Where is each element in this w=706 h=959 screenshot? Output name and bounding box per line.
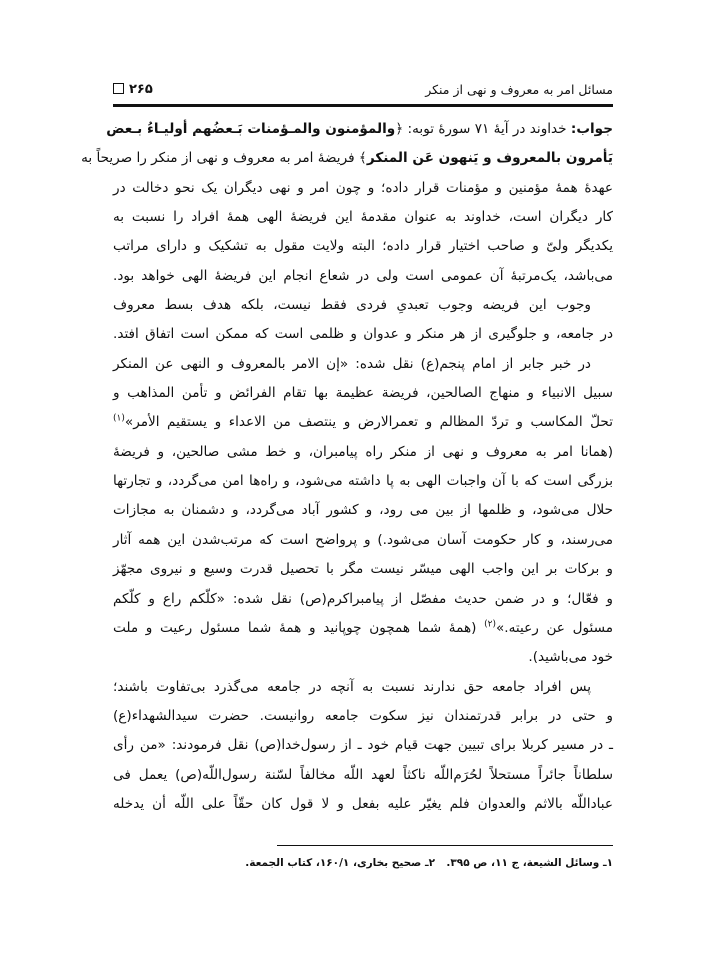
square-bullet-icon bbox=[113, 83, 124, 94]
text-segment: عهدهٔ همهٔ مؤمنین و مؤمنات قرار داده؛ و چون امر و نهی دیگران یک نحو دخالت در bbox=[113, 179, 613, 196]
text-segment: عباداللّه بالاثم والعدوان فلم یغیّر علیه بفعل و لا قول کان حقّاً علی اللّه أن یدخله bbox=[113, 795, 613, 812]
footnote-rule bbox=[277, 845, 613, 846]
text-line bbox=[113, 379, 613, 408]
text-line bbox=[106, 115, 613, 144]
bold-text: والمؤمنون والمـؤمنات بَـعضُهم أولیـاءُ بـعض bbox=[106, 121, 396, 137]
text-line bbox=[113, 643, 613, 672]
text-segment: ﴾ فریضهٔ امر به معروف و نهی از منکر را صریحاً به bbox=[81, 150, 367, 167]
page-number: ۲۶۵ bbox=[129, 82, 153, 97]
footnote-1: ۱ـ وسائل الشیعة، ج ۱۱، ص ۳۹۵. bbox=[446, 857, 613, 869]
bold-text: یَأمرون بالمعروف و یَنهون عَن المنکر bbox=[366, 150, 613, 167]
text-segment: (همهٔ شما همچون چوپانید و همهٔ شما مسئول رعیت و ملت bbox=[113, 619, 485, 636]
running-header bbox=[113, 82, 613, 102]
text-line bbox=[113, 203, 613, 232]
text-segment: در جامعه، و جلوگیری از هر منکر و عدوان و ظلمی است که ممکن است اتفاق افتد. bbox=[113, 326, 613, 343]
text-segment: پس افراد جامعه حق ندارند نسبت به آنچه در جامعه می‌گذرد بی‌تفاوت باشند؛ bbox=[113, 678, 591, 695]
text-segment: می‌باشد، یک‌مرتبهٔ آن عمومی است ولی در شعاع انجام این فریضهٔ الهی خواهد بود. bbox=[113, 267, 613, 284]
text-segment: خود می‌باشید). bbox=[528, 649, 613, 666]
text-segment: حلال می‌شود، و ظلمها از بین می رود، و کشور آباد می‌گردد، و دشمنان به مجازات bbox=[113, 502, 613, 519]
text-segment: یکدیگر ولیّ و صاحب اختیار قرار داده؛ البته ولایت مقول به تشکیک و دارای مراتب bbox=[113, 238, 613, 255]
text-line bbox=[113, 790, 613, 819]
text-line bbox=[113, 702, 613, 731]
text-segment: سبیل الانبیاء و منهاج الصالحین، فریضة عظیمة بها تقام الفرائض و تأمن المذاهب و bbox=[113, 385, 613, 402]
text-segment: در خبر جابر از امام پنجم(ع) نقل شده: «إن الامر بالمعروف و النهی عن المنکر bbox=[113, 355, 591, 372]
text-line bbox=[113, 496, 613, 525]
text-line bbox=[113, 761, 613, 790]
text-line bbox=[113, 614, 613, 643]
text-segment: و برکات بر این واجب الهی میسّر نیست مگر با تحصیل قدرت وسیع و نیروی مجهّز bbox=[113, 561, 613, 578]
text-segment: تحلّ المکاسب و تردّ المظالم و تعمرالارض و ینتصف من الاعداء و یستقیم الأمر» bbox=[124, 414, 613, 431]
text-line bbox=[81, 144, 613, 173]
text-segment: خداوند در آیهٔ ۷۱ سورهٔ توبه: ﴿ bbox=[395, 121, 571, 137]
page-number-block bbox=[113, 82, 153, 97]
text-segment: بزرگی است که با آن واجبات الهی به پا داشته می‌شود، و راه‌ها امن می‌گردد، و تجارتها bbox=[113, 473, 613, 490]
text-line bbox=[113, 526, 613, 555]
text-line bbox=[113, 232, 613, 261]
footnote-ref: (۱) bbox=[113, 413, 125, 424]
text-segment: و فعّال؛ و در ضمن حدیث مفصّل از پیامبراکرم(ص) نقل شده: «کلّکم راع و کلّکم bbox=[113, 590, 613, 607]
text-line bbox=[113, 408, 613, 437]
text-segment: سلطاناً جائراً مستحلاً لحُرَم‌اللّه ناکثاً لعهد اللّه مخالفاً لسّنة رسول‌اللّه(ص) یعمل فی bbox=[113, 766, 613, 783]
text-segment: وجوب این فریضه وجوب تعبدیِ فردی فقط نیست، بلکه هدف بسط معروف bbox=[113, 297, 591, 314]
text-segment: ـ در مسیر کربلا برای تبیین جهت قیام خود ـ از رسول‌خدا(ص) نقل فرمودند: «من رأی bbox=[113, 737, 613, 754]
text-line bbox=[113, 673, 613, 702]
running-title: مسائل امر به معروف و نهی از منکر bbox=[425, 82, 613, 97]
footnote-ref: (۲) bbox=[484, 619, 496, 630]
text-line bbox=[113, 585, 613, 614]
text-segment: می‌رسند، و کار حکومت آسان می‌شود.) و پرواضح است که مرتب‌شدن این همه آثار bbox=[113, 531, 613, 548]
text-line bbox=[113, 291, 613, 320]
text-segment: کار دیگران است، خداوند به عنوان مقدمهٔ این فریضهٔ الهی همهٔ افراد را نسبت به bbox=[113, 209, 613, 226]
text-segment: و حتی در برابر قدرتمندان نیز سکوت جامعه روانیست. حضرت سیدالشهداء(ع) bbox=[113, 707, 613, 724]
text-line bbox=[113, 350, 613, 379]
text-line bbox=[113, 320, 613, 349]
bold-text: جواب: bbox=[570, 121, 613, 137]
text-line bbox=[113, 262, 613, 291]
body-text bbox=[81, 115, 613, 819]
footnote-2: ۲ـ صحیح بخاری، ۱۶۰/۱، کتاب الجمعة. bbox=[245, 857, 435, 869]
text-line bbox=[113, 467, 613, 496]
text-line bbox=[113, 555, 613, 584]
text-line bbox=[113, 731, 613, 760]
text-segment: (همانا امر به معروف و نهی از منکر راه پیامبران، و خط مشی صالحین، و فریضهٔ bbox=[113, 443, 613, 460]
text-segment: مسئول عن رعیته.» bbox=[495, 619, 613, 636]
header-rule bbox=[113, 104, 613, 107]
text-line bbox=[113, 438, 613, 467]
text-line bbox=[113, 174, 613, 203]
